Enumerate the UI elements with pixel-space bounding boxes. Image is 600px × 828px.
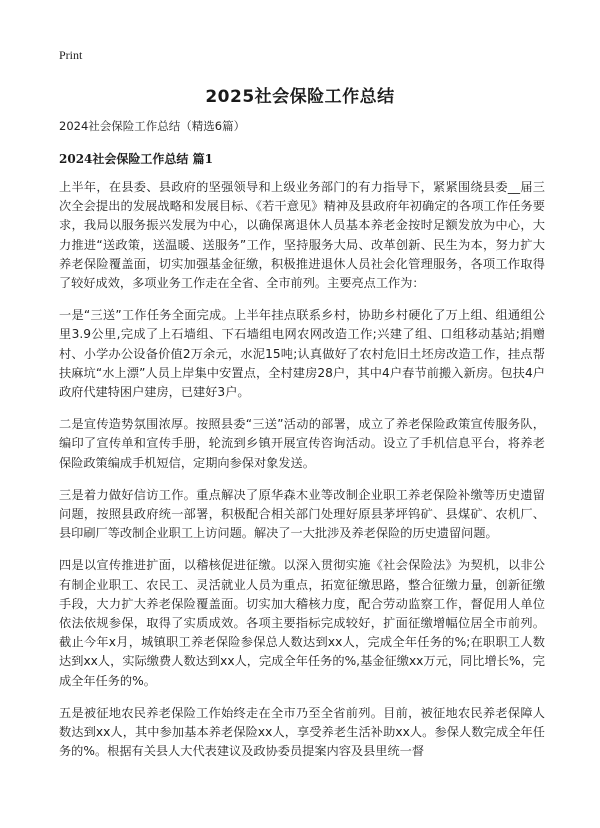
paragraph-point-5: 五是被征地农民养老保险工作始终走在全市乃至全省前列。目前，被征地农民养老保障人数达到xx人，其中参加基本养老保险xx人，享受养老生活补助xx人。参保人数完成全年任务的%。根据有关县人大代表建议及政协委员提案内容及县里统一督 <box>59 705 545 759</box>
paragraph-point-4: 四是以宣传推进扩面，以稽核促进征缴。以深入贯彻实施《社会保险法》为契机，以非公有制企业职工、农民工、灵活就业人员为重点，拓宽征缴思路，整合征缴力量，创新征缴手段，大力扩大养老保险覆盖面。切实加大稽核力度，配合劳动监察工作，督促用人单位依法依规参保，取得了实质成效。各项主要指标完成较好，扩面征缴增幅位居全市前列。截止今年x月，城镇职工养老保险参保总人数达到xx人，完成全年任务的%;在职职工人数达到xx人，实际缴费人数达到xx人，完成全年任务的%,基金征缴xx万元，同比增长%，完成全年任务的%。 <box>59 558 545 688</box>
paragraph-point-1: 一是“三送”工作任务全面完成。上半年挂点联系乡村，协助乡村硬化了万上组、组通组公里3.9公里,完成了上石墙组、下石墙组电网农网改造工作;兴建了组、口组移动基站;捐赠村、小学办公设备价值2万余元，水泥15吨;认真做好了农村危旧土坯房改造工作，挂点帮扶麻坑“水上漂”人员上岸集中安置点，全村建房28户，其中4户春节前搬入新房。包扶4户政府代建特困户建房，已建好3户。 <box>59 308 545 400</box>
article-body <box>59 178 545 774</box>
paragraph-point-2: 二是宣传造势氛围浓厚。按照县委“三送”活动的部署，成立了养老保险政策宣传服务队，编印了宣传单和宣传手册，轮流到乡镇开展宣传咨询活动。设立了手机信息平台，将养老保险政策编成手机短信，定期向参保对象发送。 <box>59 417 545 470</box>
print-link[interactable]: Print <box>59 48 83 62</box>
document-subtitle: 2024社会保险工作总结（精选6篇） <box>59 119 246 133</box>
paragraph-point-3: 三是着力做好信访工作。重点解决了原华森木业等改制企业职工养老保险补缴等历史遗留问题，按照县政府统一部署，积极配合相关部门处理好原县茅坪钨矿、县煤矿、农机厂、县印刷厂等改制企业职工上访问题。解决了一大批涉及养老保险的历史遗留问题。 <box>59 487 545 541</box>
page-title: 2025社会保险工作总结 <box>205 87 395 107</box>
paragraph-intro: 上半年，在县委、县政府的坚强领导和上级业务部门的有力指导下，紧紧围绕县委__届三次全会提出的发展战略和发展目标、《若干意见》精神及县政府年初确定的各项工作任务要求，我局以服务振兴发展为中心，以确保离退休人员基本养老金按时足额发放为中心，大力推进“送政策，送温暖、送服务”工作，坚持服务大局、改革创新、民生为本，努力扩大养老保险覆盖面，切实加强基金征缴，积极推进退休人员社会化管理服务，各项工作取得了较好成效，多项业务工作走在全省、全市前列。主要亮点工作为： <box>59 180 545 291</box>
section-heading: 2024社会保险工作总结 篇1 <box>59 152 213 166</box>
